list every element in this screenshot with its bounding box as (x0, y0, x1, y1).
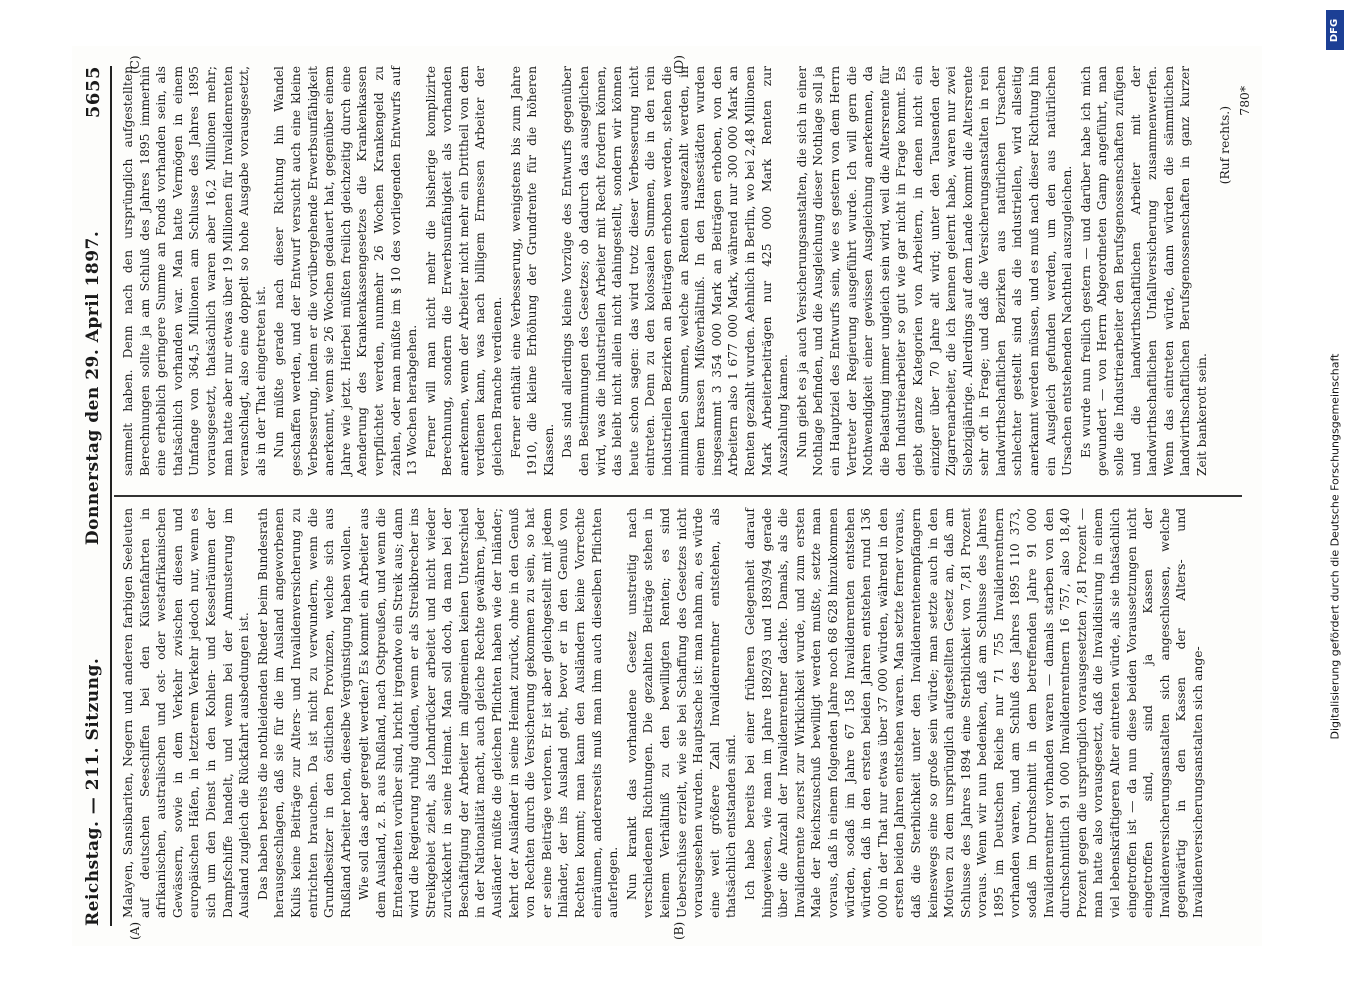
paragraph: Es wurde nun freilich gestern — und darüber habe ich mich gewundert — von Herrn Abgeordneten Gamp angeführt, man solle die Industriearbeiter den Berufsgenossenschaften zufügen und die landwirthschaftlichen Arbeiter mit der landwirthschaftlichen Unfallversicherung zusammenwerfen. Wenn das eintreten würde, dann würden die sämmtlichen landwirthschaftlichen Berufsgenossenschaften in ganz kurzer Zeit bankerott sein. (1078, 66, 1209, 476)
paragraph: Ferner will man nicht mehr die bisherige komplizirte Berechnung, sondern die Erwerbsunfähigkeit als vorhanden anerkennen, wenn der Arbeiter nicht mehr ein Drittheil von dem verdienen kann, was nach billigem Ermessen Arbeiter der gleichen Branche verdienen. (423, 66, 504, 476)
interjection: (Ruf rechts.) (1217, 106, 1232, 185)
left-column (120, 508, 1209, 918)
paragraph: Das sind allerdings kleine Vorzüge des Entwurfs gegenüber den Bestimmungen des Gesetzes; ob dadurch das ausgeglichen wird, was die industriellen Arbeiter mit Recht fordern können, das bleibt nicht allein nicht dahingestellt, sondern wir können heute schon sagen: das wird trotz dieser Verbesserung nicht eintreten. Denn zu den kolossalen Summen, die in den rein industriellen Bezirken an Beiträgen erhoben werden, stehen die minimalen Summen, welche an Renten ausgezahlt werden, in einem krassen Mißverhältniß. In den Hansestädten wurden insgesammt 3 354 000 Mark an Beiträgen erhoben, von den Arbeitern also 1 677 000 Mark, während nur 300 000 Mark an Renten gezahlt wurden. Aehnlich in Berlin, wo bei 2,48 Millionen Mark Arbeiterbeiträgen nur 425 000 Mark Renten zur Auszahlung kamen. (559, 66, 790, 476)
right-column (120, 66, 1254, 476)
page-number: 5655 (82, 66, 103, 119)
paragraph: sammelt haben. Denn nach den ursprünglich aufgestellten Berechnungen sollte ja am Schluß des Jahres 1895 immerhin eine erheblich geringere Summe an Fonds vorhanden sein, als thatsächlich vorhanden war. Man hatte Vermögen in einem Umfange von 364,5 Millionen am Schlusse des Jahres 1895 vorausgesetzt, thatsächlich waren aber 16,2 Millionen mehr; man hatte aber nur etwas über 19 Millionen für Invalidenrenten veranschlagt, also eine doppelt so hohe Ausgabe vorausgesetzt, als in der That eingetreten ist. (120, 66, 268, 476)
funding-notice: Digitalisierung gefördert durch die Deutsche Forschungsgemeinschaft (1328, 353, 1342, 740)
paragraph: Nun giebt es ja auch Versicherungsanstalten, die sich in einer Nothlage befinden, und die Ausgleichung dieser Nothlage soll ja ein Hauptziel des Entwurfs sein, wie es gestern von dem Herrn Vertreter der Regierung ausgeführt wurde. Ich will gern die Nothwendigkeit einer gewissen Ausgleichung anerkennen, da die Belastung immer ungleich sein wird, weil die Altersrente für den Industriearbeiter so gut wie gar nicht in Frage kommt. Es giebt ganze Kategorien von Arbeitern, in denen nicht ein einziger über 70 Jahre alt wird; unter den Tausenden der Zigarrenarbeiter, die ich kennen gelernt habe, waren nur zwei Siebzigjährige. Allerdings auf dem Lande kommt die Altersrente sehr oft in Frage; und daß die Versicherungsanstalten in rein landwirthschaftlichen Bezirken aus natürlichen Ursachen schlechter gestellt sind als die industriellen, wird allseitig anerkannt werden müssen, und es muß nach dieser Richtung hin ein Ausgleich gefunden werden, um den aus natürlichen Ursachen entstehenden Nachtheil auszugleichen. (794, 66, 1074, 476)
column-divider (114, 495, 1242, 497)
paragraph: Das haben bereits die nothleidenden Rheder beim Bundesrath herausgeschlagen, daß sie für die im Ausland angeworbenen Kulis keine Beiträge zur Alters- und Invalidenversicherung zu entrichten brauchen. Da ist nicht zu verwundern, wenn die Grundbesitzer in den östlichen Provinzen, welche sich aus Rußland Arbeiter holen, dieselbe Vergünstigung haben wollen. (255, 508, 353, 918)
margin-mark-d: (D) (671, 55, 686, 74)
page-header (80, 66, 106, 926)
header-rule (110, 66, 112, 926)
paragraph: Nun krankt das vorhandene Gesetz unstreitig nach verschiedenen Richtungen. Die gezahlten Beiträge stehen in keinem Verhältniß zu den bewilligten Renten; es sind Ueberschüsse erzielt, wie sie bei Schaffung des Gesetzes nicht vorausgesehen wurden. Hauptsache ist: man nahm an, es würde eine weit größere Zahl Invalidenrentner entstehen, als thatsächlich entstanden sind. (624, 508, 738, 918)
margin-mark-a: (A) (127, 921, 142, 940)
paragraph: Malayen, Sansibariten, Negern und anderen farbigen Seeleuten auf deutschen Seeschiffen bei den Küstenfahrten in afrikanischen, australischen und ost- oder westafrikanischen Gewässern, sowie in dem Verkehr zwischen diesen und europäischen Häfen, in letzterem Verkehr jedoch nur, wenn es sich um den Dienst in den Kohlen- und Kesselräumen der Dampfschiffe handelt, und wenn bei der Anmusterung im Ausland zugleich die Rückfahrt ausbedungen ist. (120, 508, 251, 918)
document-page (72, 46, 1262, 946)
paragraph: Wie soll das aber geregelt werden? Es kommt ein Arbeiter aus dem Ausland, z. B. aus Rußland, nach Ostpreußen, und wenn die Erntearbeiten vorüber sind, bricht irgendwo ein Streik aus; dann wird die Regierung ruhig dulden, wenn er als Streikbrecher ins Streikgebiet zieht, als Lohndrücker arbeitet und nicht wieder zurückkehrt in seine Heimat. Man soll doch, da man bei der Beschäftigung der Arbeiter im allgemeinen keinen Unterschied in der Nationalität macht, auch gleiche Rechte gewähren, jeder Ausländer müßte die gleichen Pflichten haben wie der Inländer; kehrt der Ausländer in seine Heimat zurück, ohne in den Genuß von Rechten durch die Versicherung gekommen zu sein, so hat er seine Beiträge verloren. Er ist aber gleichgestellt mit jedem Inländer, der ins Ausland geht, bevor er in den Genuß von Rechten kommt; man kann den Ausländern keine Vorrechte einräumen, andererseits muß man ihm auch dieselben Pflichten auferlegen. (356, 508, 620, 918)
dfg-logo: DFG (1326, 10, 1344, 50)
margin-mark-c: (C) (127, 55, 142, 74)
dfg-stamp (1318, 0, 1352, 1000)
header-left: Reichstag. — 211. Sitzung. (82, 657, 103, 926)
header-date: Donnerstag den 29. April 1897. (82, 230, 103, 546)
margin-mark-b: (B) (671, 921, 686, 940)
paragraph: Ferner enthält eine Verbesserung, wenigstens bis zum Jahre 1910, die kleine Erhöhung der Grundrente für die höheren Klassen. (508, 66, 556, 476)
paragraph: Ich habe bereits bei einer früheren Gelegenheit darauf hingewiesen, wie man im Jahre 1892/93 und 1893/94 gerade über die Anzahl der Invalidenrentner dachte. Damals, als die Invalidenrente zuerst zur Wirklichkeit wurde, und zum ersten Male der Reichszuschuß bewilligt werden mußte, setzte man voraus, daß in einem folgenden Jahre noch 68 628 hinzukommen würden, sodaß im Jahre 67 158 Invalidenrenten entstehen würden, daß in den ersten beiden Jahren entstehen rund 136 000 in der That nur etwas über 37 000 würden, während in den ersten beiden Jahren entstehen waren. Man setzte ferner voraus, daß die Sterblichkeit unter den Invalidenrentenempfängern keineswegs eine so große sein würde; man setzte auch in den Motiven zu dem ursprünglich aufgestellten Gesetz an, daß am Schlusse des Jahres 1894 eine Sterblichkeit von 7,81 Prozent voraus. Wenn wir nun bedenken, daß am Schlusse des Jahres 1895 im Deutschen Reiche nur 71 755 Invalidenrentnern vorhanden waren, und am Schluß des Jahres 1895 110 373, sodaß im Durchschnitt in dem betreffenden Jahre 91 000 Invalidenrentner vorhanden waren — damals starben von den durchschnittlich 91 000 Invalidenrentnern 16 757, also 18,40 Prozent gegen die ursprünglich vorausgesetzten 7,81 Prozent — man hatte also vorausgesetzt, daß die Invalidisirung in einem viel lebenskräftigeren Alter eintreten würde, als sie thatsächlich eingetroffen ist — da nun diese beiden Voraussetzungen nicht eingetroffen sind, sind ja Kassen der Invalidenversicherungsanstalten sich angeschlossen, welche gegenwärtig in den Kassen der Alters- und Invalidenversicherungsanstalten sich ange- (742, 508, 1205, 918)
footer-mark: 780* (1237, 86, 1252, 116)
paragraph: Nun müßte gerade nach dieser Richtung hin Wandel geschaffen werden, und der Entwurf versucht auch eine kleine Verbesserung, indem er die vorübergehende Erwerbsunfähigkeit anerkennt, wenn sie 26 Wochen gedauert hat, gegenüber einem Jahre wie jetzt. Hierbei müßten freilich gleichzeitig durch eine Aenderung des Krankenkassengesetzes die Krankenkassen verpflichtet werden, nunmehr 26 Wochen Krankengeld zu zahlen, oder man müßte im § 10 des vorliegenden Entwurfs auf 13 Wochen herabgehen. (271, 66, 419, 476)
